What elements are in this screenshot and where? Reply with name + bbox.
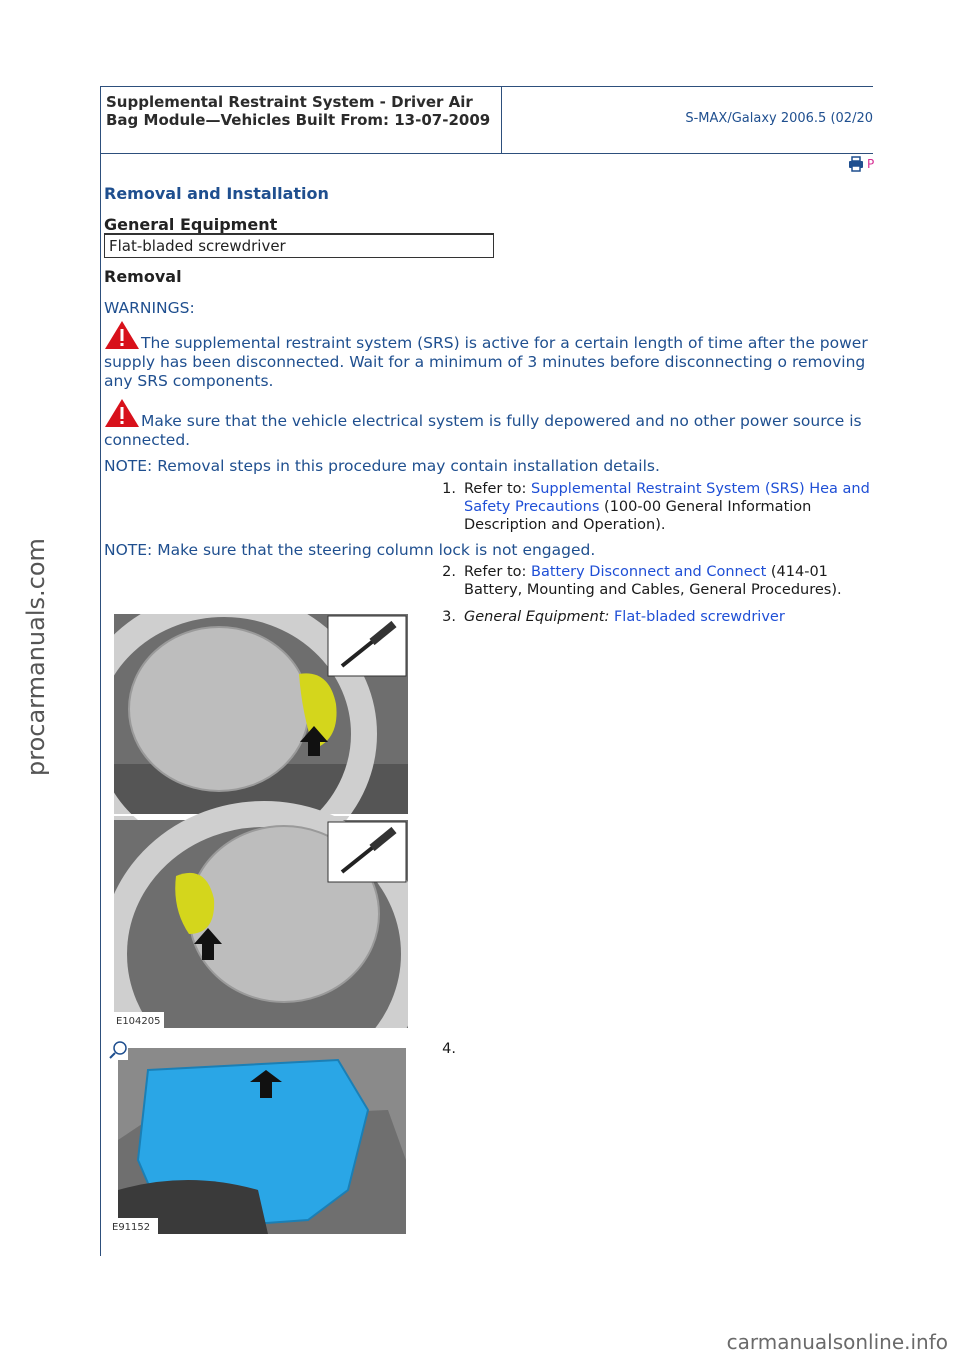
step-number: 1. bbox=[442, 481, 456, 497]
removal-heading: Removal bbox=[104, 267, 182, 286]
watermark-procarmanuals: procarmanuals.com bbox=[22, 538, 50, 776]
screwdriver-link[interactable]: Flat-bladed screwdriver bbox=[613, 609, 785, 625]
general-equipment-heading: General Equipment bbox=[104, 215, 278, 234]
note-removal-steps: NOTE: Removal steps in this procedure may contain installation details. bbox=[104, 457, 660, 475]
airbag-removal-figure bbox=[114, 614, 408, 1028]
step-2-suffix: (414-01 Battery, Mounting and Cables, General Procedures). bbox=[464, 564, 842, 598]
step-1-suffix: (100-00 General Information Description and Operation). bbox=[464, 499, 812, 533]
step-number: 3. bbox=[442, 609, 456, 625]
srs-precautions-link[interactable]: Supplemental Restraint System (SRS) Hea and Safety Precautions bbox=[464, 481, 870, 515]
warnings-label: WARNINGS: bbox=[104, 299, 195, 317]
step-1-prefix: Refer to: bbox=[464, 481, 531, 497]
figure-label: E91152 bbox=[112, 1222, 151, 1233]
step-3-label: General Equipment: bbox=[464, 609, 614, 625]
step-number: 4. bbox=[442, 1041, 456, 1057]
vehicle-model: S-MAX/Galaxy 2006.5 (02/20 bbox=[685, 111, 873, 126]
step-2-prefix: Refer to: bbox=[464, 564, 531, 580]
column-shroud-figure bbox=[108, 1040, 408, 1234]
equipment-table bbox=[104, 233, 494, 258]
document-title: Supplemental Restraint System - Driver Air Bag Module—Vehicles Built From: 13-07-2009 bbox=[106, 93, 491, 129]
left-margin-rule bbox=[100, 86, 101, 1256]
warning-icon bbox=[104, 320, 140, 350]
figure-label: E104205 bbox=[116, 1016, 161, 1027]
warning-2-text: Make sure that the vehicle electrical system is fully depowered and no other power source is connected. bbox=[104, 412, 862, 449]
battery-disconnect-link[interactable]: Battery Disconnect and Connect bbox=[531, 564, 767, 580]
watermark-carmanualsonline: carmanualsonline.info bbox=[726, 1330, 948, 1354]
step-number: 2. bbox=[442, 564, 456, 580]
section-title: Removal and Installation bbox=[104, 184, 329, 203]
warning-1 bbox=[104, 320, 874, 391]
print-link[interactable]: P bbox=[867, 157, 875, 171]
document-header bbox=[100, 86, 873, 154]
printer-icon[interactable] bbox=[848, 156, 864, 172]
warning-2 bbox=[104, 398, 874, 450]
header-divider bbox=[501, 87, 502, 153]
warning-1-text: The supplemental restraint system (SRS) is active for a certain length of time after the power supply has been disconnected. Wait for a minimum of 3 minutes before disconnecting o removing any SRS components. bbox=[104, 334, 868, 390]
note-steering-lock: NOTE: Make sure that the steering column lock is not engaged. bbox=[104, 541, 596, 559]
equipment-item: Flat-bladed screwdriver bbox=[109, 237, 286, 255]
warning-icon bbox=[104, 398, 140, 428]
